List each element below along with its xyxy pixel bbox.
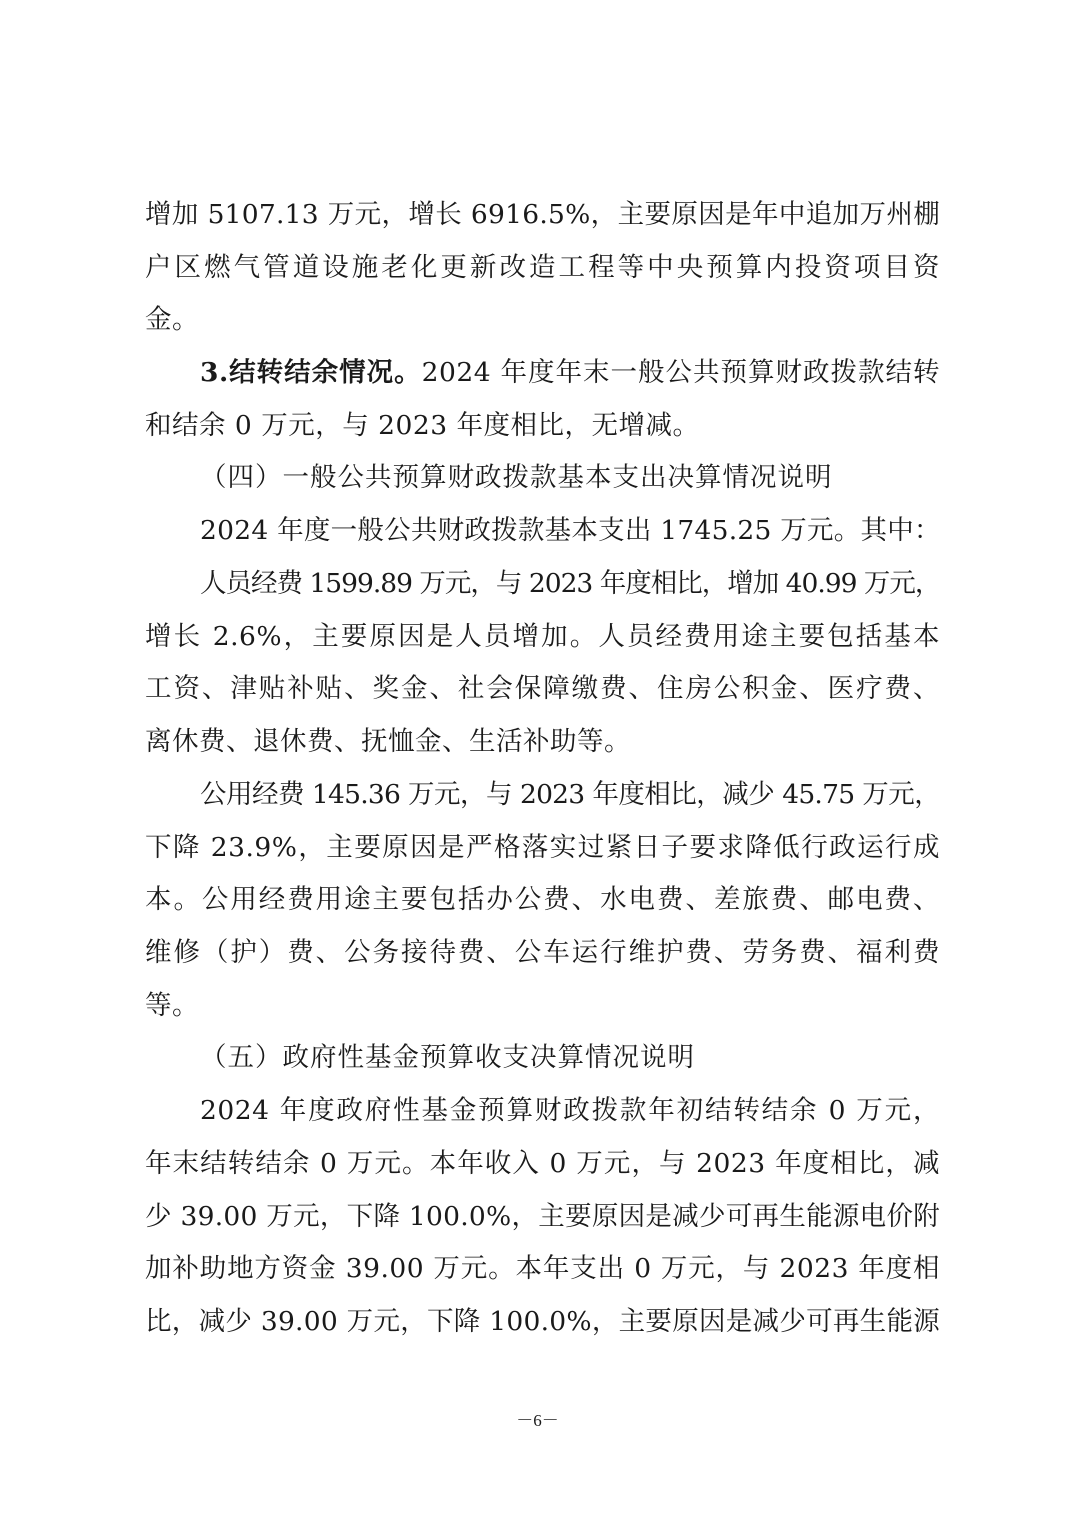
paragraph-line: 年末结转结余 0 万元。本年收入 0 万元，与 2023 年度相比，减 bbox=[145, 1148, 940, 1179]
paragraph-line: 少 39.00 万元，下降 100.0%，主要原因是减少可再生能源电价附 bbox=[145, 1201, 940, 1232]
paragraph-line: 加补助地方资金 39.00 万元。本年支出 0 万元，与 2023 年度相 bbox=[145, 1253, 940, 1284]
paragraph-line: 金。 bbox=[145, 304, 199, 335]
section-heading: （五）政府性基金预算收支决算情况说明 bbox=[200, 1042, 695, 1073]
paragraph-line: 下降 23.9%，主要原因是严格落实过紧日子要求降低行政运行成 bbox=[145, 832, 940, 863]
paragraph-line: 离休费、退休费、抚恤金、生活补助等。 bbox=[145, 726, 631, 757]
paragraph-line: 等。 bbox=[145, 990, 199, 1021]
section-heading: （四）一般公共预算财政拨款基本支出决算情况说明 bbox=[200, 462, 833, 493]
paragraph-line: 增加 5107.13 万元，增长 6916.5%，主要原因是年中追加万州棚 bbox=[145, 199, 940, 230]
paragraph-line: 户区燃气管道设施老化更新改造工程等中央预算内投资项目资 bbox=[145, 252, 940, 283]
paragraph-line: 人员经费 1599.89 万元，与 2023 年度相比，增加 40.99 万元， bbox=[200, 568, 941, 599]
page-number: －6－ bbox=[516, 1411, 559, 1430]
paragraph-line: 本。公用经费用途主要包括办公费、水电费、差旅费、邮电费、 bbox=[145, 884, 940, 915]
paragraph-line: 增长 2.6%，主要原因是人员增加。人员经费用途主要包括基本 bbox=[145, 621, 940, 652]
paragraph-line: 公用经费 145.36 万元，与 2023 年度相比，减少 45.75 万元， bbox=[200, 779, 940, 810]
paragraph-line: 工资、津贴补贴、奖金、社会保障缴费、住房公积金、医疗费、 bbox=[145, 673, 940, 704]
paragraph-line: 2024 年度政府性基金预算财政拨款年初结转结余 0 万元， bbox=[200, 1095, 940, 1126]
paragraph-line: 3.结转结余情况。2024 年度年末一般公共预算财政拨款结转 bbox=[200, 357, 940, 388]
section-lead: 3.结转结余情况。 bbox=[200, 357, 422, 388]
paragraph-line: 比，减少 39.00 万元，下降 100.0%，主要原因是减少可再生能源 bbox=[145, 1306, 940, 1337]
paragraph-line: 和结余 0 万元，与 2023 年度相比，无增减。 bbox=[145, 410, 700, 441]
paragraph-line: 2024 年度一般公共财政拨款基本支出 1745.25 万元。其中： bbox=[200, 515, 941, 546]
paragraph-line: 维修（护）费、公务接待费、公车运行维护费、劳务费、福利费 bbox=[145, 937, 940, 968]
